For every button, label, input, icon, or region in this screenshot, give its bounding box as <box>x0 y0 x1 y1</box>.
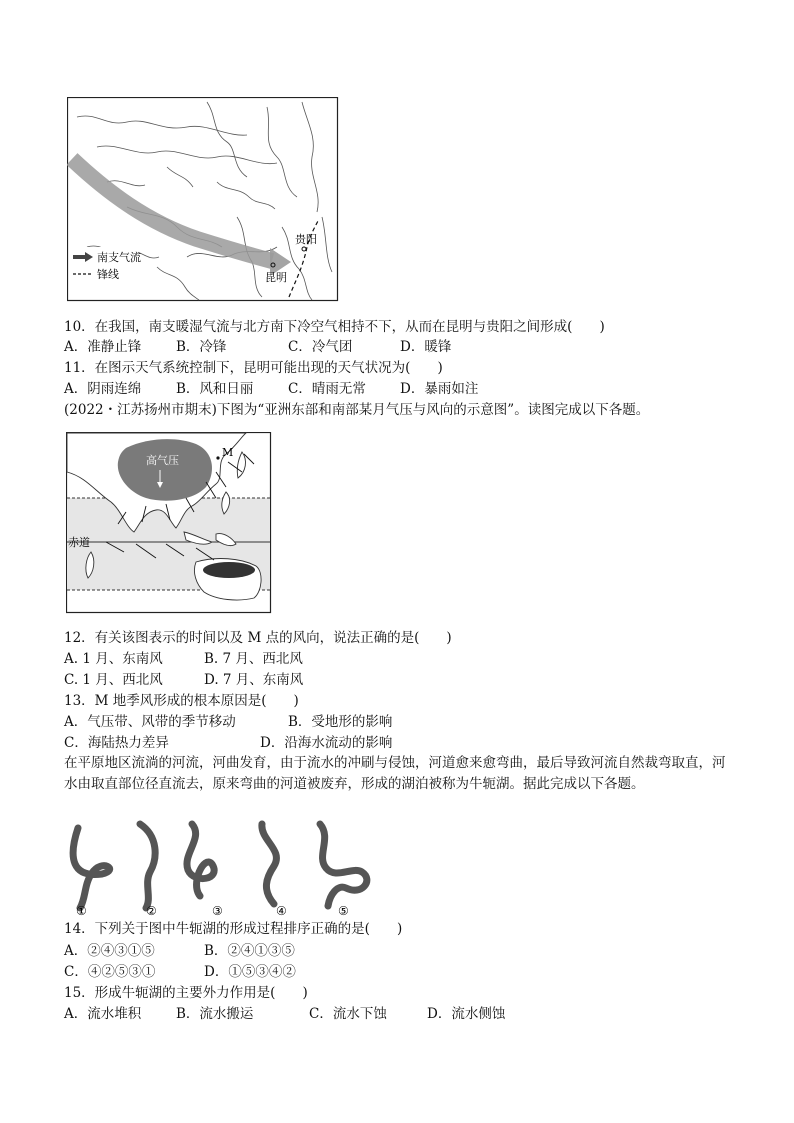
section2-intro: (2022・江苏扬州市期末)下图为“亚洲东部和南部某月气压与风向的示意图”。读图完成以下各题。 <box>64 402 650 418</box>
q15-option-b[interactable]: B．流水搬运 <box>176 1006 254 1022</box>
label-1: ① <box>76 904 87 918</box>
q10-stem: 10．在我国，南支暖湿气流与北方南下冷空气相持不下，从而在昆明与贵阳之间形成( ) <box>64 319 605 335</box>
q13-options-row1 <box>64 713 392 731</box>
q14-stem: 14．下列关于图中牛轭湖的形成过程排序正确的是( ) <box>64 921 403 937</box>
q13-stem: 13．M 地季风形成的根本原因是( ) <box>64 693 299 709</box>
q14-option-d[interactable]: D．①⑤③④② <box>204 964 296 980</box>
river-4 <box>262 824 277 904</box>
kunming-label: 昆明 <box>265 271 287 284</box>
q11-option-d[interactable]: D．暴雨如注 <box>400 381 479 397</box>
q15-option-c[interactable]: C．流水下蚀 <box>309 1006 387 1022</box>
sequence-labels <box>76 904 349 918</box>
q12-option-d[interactable]: D. 7 月、东南风 <box>204 672 304 688</box>
q13-options-row2 <box>64 734 392 752</box>
q15-option-d[interactable]: D．流水侧蚀 <box>427 1006 506 1022</box>
m-point-label: M <box>222 446 234 459</box>
q13-option-d[interactable]: D．沿海水流动的影响 <box>260 735 393 751</box>
q10-option-c[interactable]: C．冷气团 <box>288 339 353 355</box>
oxbow-lake-sequence <box>62 818 382 918</box>
southern-airflow-map <box>67 97 339 302</box>
q14-option-c[interactable]: C．④②⑤③① <box>64 964 156 980</box>
q14-option-a[interactable]: A．②④③①⑤ <box>64 943 155 959</box>
river-shapes <box>73 824 367 908</box>
q12-option-a[interactable]: A. 1 月、东南风 <box>64 651 163 667</box>
label-4: ④ <box>276 904 287 918</box>
q12-options-row2 <box>64 671 303 689</box>
q14-option-b[interactable]: B．②④①③⑤ <box>204 943 295 959</box>
q15-option-a[interactable]: A．流水堆积 <box>64 1006 142 1022</box>
section3-intro: 在平原地区流淌的河流，河曲发育，由于流水的冲刷与侵蚀，河道愈来愈弯曲，最后导致河流自然裁弯取直，河水由取直部位径直流去，原来弯曲的河道被废弃，形成的湖泊被称为牛轭湖。据此完成以下各题。 <box>64 755 726 792</box>
river-2 <box>140 824 155 908</box>
m-point-marker <box>216 456 219 459</box>
q13-option-b[interactable]: B．受地形的影响 <box>288 714 393 730</box>
q10-option-b[interactable]: B．冷锋 <box>176 339 227 355</box>
q11-option-c[interactable]: C．晴雨无常 <box>288 381 366 397</box>
q15-stem: 15．形成牛轭湖的主要外力作用是( ) <box>64 985 308 1001</box>
equator-label: 赤道 <box>68 536 90 549</box>
river-1 <box>73 828 110 908</box>
q10-option-a[interactable]: A．准静止锋 <box>64 339 142 355</box>
label-2: ② <box>146 904 157 918</box>
q12-options-row1 <box>64 650 303 668</box>
high-pressure-label: 高气压 <box>146 454 179 467</box>
q12-option-c[interactable]: C. 1 月、西北风 <box>64 672 163 688</box>
q11-stem: 11．在图示天气系统控制下，昆明可能出现的天气状况为( ) <box>64 360 443 376</box>
q10-option-d[interactable]: D．暖锋 <box>400 339 452 355</box>
q12-option-b[interactable]: B. 7 月、西北风 <box>204 651 303 667</box>
river-3 <box>187 824 214 896</box>
low-pressure-area-south <box>203 562 255 578</box>
q11-option-a[interactable]: A．阴雨连绵 <box>64 381 142 397</box>
label-3: ③ <box>212 904 223 918</box>
q11-options <box>64 380 478 398</box>
q14-options-row1 <box>64 942 295 960</box>
guiyang-label: 贵阳 <box>295 233 317 246</box>
q13-option-c[interactable]: C．海陆热力差异 <box>64 735 169 751</box>
q10-options <box>64 338 451 356</box>
label-5: ⑤ <box>338 904 349 918</box>
q15-options <box>64 1005 505 1023</box>
q11-option-b[interactable]: B．风和日丽 <box>176 381 254 397</box>
q14-options-row2 <box>64 963 296 981</box>
q12-stem: 12．有关该图表示的时间以及 M 点的风向，说法正确的是( ) <box>64 630 452 646</box>
river-5 <box>320 824 367 906</box>
q13-option-a[interactable]: A．气压带、风带的季节移动 <box>64 714 236 730</box>
legend-current-label: 南支气流 <box>97 251 141 264</box>
legend-front-label: 锋线 <box>97 268 119 281</box>
asia-pressure-wind-map <box>66 432 272 614</box>
